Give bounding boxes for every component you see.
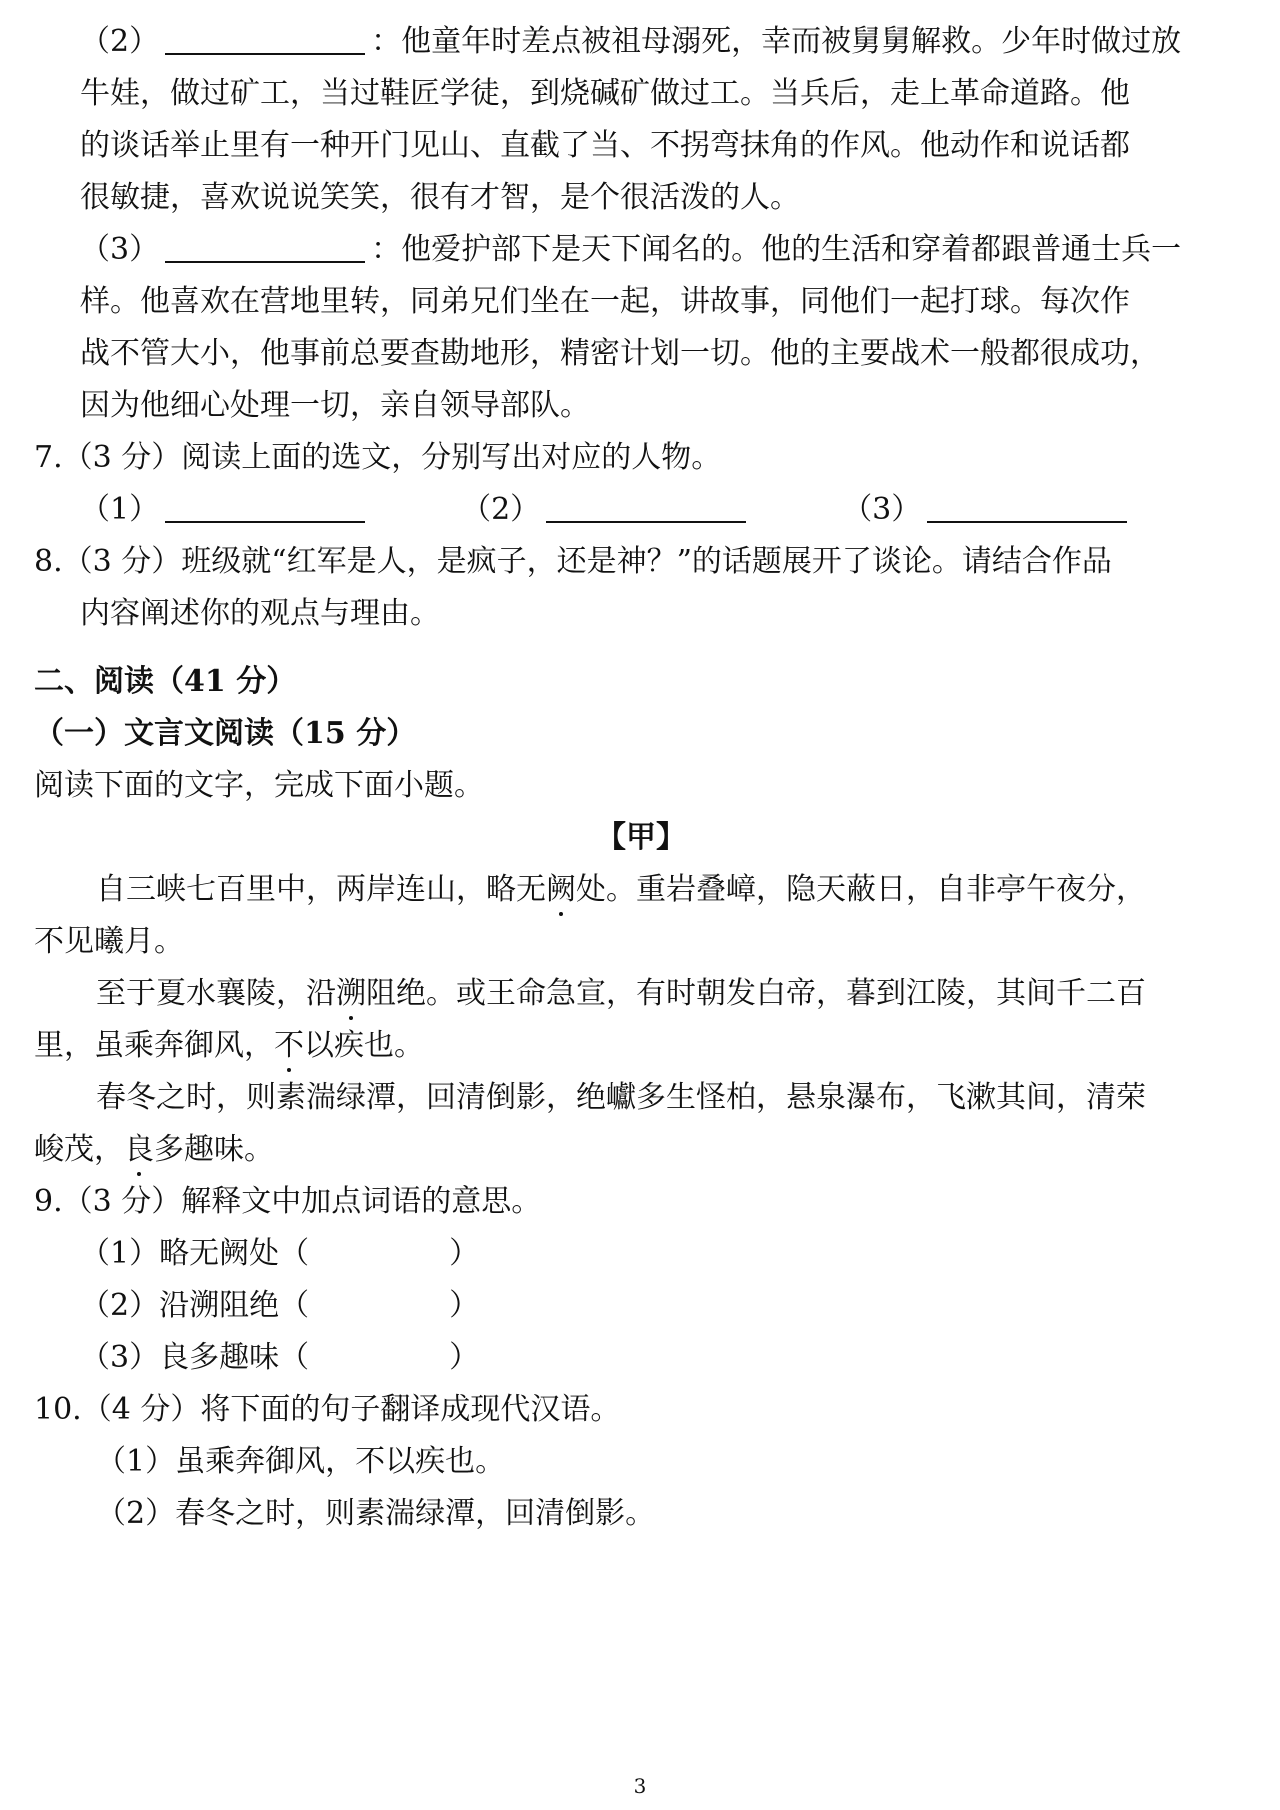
passage-text: 阻绝。或王命急宣，有时朝发白帝，暮到江陵，其间千二百 bbox=[366, 976, 1146, 1011]
dotted-word-que: 阙 bbox=[546, 860, 576, 920]
q6-3-number: （3） bbox=[80, 232, 160, 267]
q9-prompt: 9.（3 分）解释文中加点词语的意思。 bbox=[34, 1184, 542, 1219]
q6-3-answer-blank[interactable] bbox=[165, 231, 365, 263]
page-number: 3 bbox=[633, 1774, 647, 1798]
q6-3-text: ：他爱护部下是天下闻名的。他的生活和穿着都跟普通士兵一 bbox=[371, 232, 1182, 267]
q9-close-paren: ） bbox=[449, 1340, 480, 1375]
q9-close-paren: ） bbox=[449, 1236, 480, 1271]
q9-item-3 bbox=[80, 1328, 1248, 1388]
passage-p3-line-1: 春冬之时，则素湍绿潭，回清倒影，绝巘多生怪柏，悬泉瀑布，飞漱其间，清荣 bbox=[96, 1080, 1146, 1115]
q6-2-line-4: 很敏捷，喜欢说说笑笑，很有才智，是个很活泼的人。 bbox=[80, 180, 800, 215]
q10-item-2: （2）春冬之时，则素湍绿潭，回清倒影。 bbox=[96, 1496, 656, 1531]
passage-text: 至于夏水襄陵，沿 bbox=[96, 976, 336, 1011]
q6-3-line-1 bbox=[80, 220, 1248, 280]
q9-item-3-text: （3）良多趣味（ bbox=[80, 1340, 310, 1375]
q9-item-1-text: （1）略无阙处（ bbox=[80, 1236, 310, 1271]
section-2-subtitle: （一）文言文阅读（15 分） bbox=[34, 716, 417, 751]
passage-p1-line-1 bbox=[96, 860, 1248, 920]
q7-answer-row bbox=[80, 480, 1248, 540]
q7-answer-blank-3[interactable] bbox=[927, 491, 1127, 523]
passage-text: 多趣味。 bbox=[154, 1132, 274, 1167]
q6-2-line-1 bbox=[80, 12, 1248, 72]
q6-2-text: ：他童年时差点被祖母溺死，幸而被舅舅解救。少年时做过放 bbox=[371, 24, 1182, 59]
passage-text: 处。重岩叠嶂，隐天蔽日，自非亭午夜分， bbox=[576, 872, 1146, 907]
q6-3-line-2: 样。他喜欢在营地里转，同弟兄们坐在一起，讲故事，同他们一起打球。每次作 bbox=[80, 284, 1130, 319]
passage-p3-line-2 bbox=[34, 1120, 1248, 1180]
passage-jia-heading: 【甲】 bbox=[596, 820, 686, 855]
passage-text: 以疾也。 bbox=[304, 1028, 424, 1063]
q7-label-3: （3） bbox=[842, 492, 922, 527]
q10-item-1: （1）虽乘奔御风，不以疾也。 bbox=[96, 1444, 506, 1479]
passage-p2-line-1 bbox=[96, 964, 1248, 1024]
q7-prompt: 7.（3 分）阅读上面的选文，分别写出对应的人物。 bbox=[34, 440, 722, 475]
passage-text: 峻茂， bbox=[34, 1132, 124, 1167]
q9-item-2 bbox=[80, 1276, 1248, 1336]
q10-prompt: 10.（4 分）将下面的句子翻译成现代汉语。 bbox=[34, 1392, 621, 1427]
passage-text: 里，虽乘奔御风， bbox=[34, 1028, 274, 1063]
q6-2-number: （2） bbox=[80, 24, 160, 59]
dotted-word-bu: 不 bbox=[274, 1016, 304, 1076]
dotted-word-liang: 良 bbox=[124, 1120, 154, 1180]
q6-2-line-3: 的谈话举止里有一种开门见山、直截了当、不拐弯抹角的作风。他动作和说话都 bbox=[80, 128, 1130, 163]
q6-3-line-3: 战不管大小，他事前总要查勘地形，精密计划一切。他的主要战术一般都很成功， bbox=[80, 336, 1160, 371]
q6-2-answer-blank[interactable] bbox=[165, 23, 365, 55]
q8-line-1: 8.（3 分）班级就“红军是人，是疯子，还是神？”的话题展开了谈论。请结合作品 bbox=[34, 544, 1112, 579]
reading-instruction: 阅读下面的文字，完成下面小题。 bbox=[34, 768, 484, 803]
q6-2-line-2: 牛娃，做过矿工，当过鞋匠学徒，到烧碱矿做过工。当兵后，走上革命道路。他 bbox=[80, 76, 1130, 111]
q7-answer-blank-2[interactable] bbox=[546, 491, 746, 523]
passage-p2-line-2 bbox=[34, 1016, 1248, 1076]
passage-p1-line-2: 不见曦月。 bbox=[34, 924, 184, 959]
dotted-word-su: 溯 bbox=[336, 964, 366, 1024]
q6-3-line-4: 因为他细心处理一切，亲自领导部队。 bbox=[80, 388, 590, 423]
q9-item-2-text: （2）沿溯阻绝（ bbox=[80, 1288, 310, 1323]
q9-close-paren: ） bbox=[449, 1288, 480, 1323]
q8-line-2: 内容阐述你的观点与理由。 bbox=[80, 596, 440, 631]
passage-text: 自三峡七百里中，两岸连山，略无 bbox=[96, 872, 546, 907]
q7-label-2: （2） bbox=[461, 492, 541, 527]
q9-item-1 bbox=[80, 1224, 1248, 1284]
q7-label-1: （1） bbox=[80, 492, 160, 527]
q7-answer-blank-1[interactable] bbox=[165, 491, 365, 523]
section-2-title: 二、阅读（41 分） bbox=[34, 664, 297, 699]
